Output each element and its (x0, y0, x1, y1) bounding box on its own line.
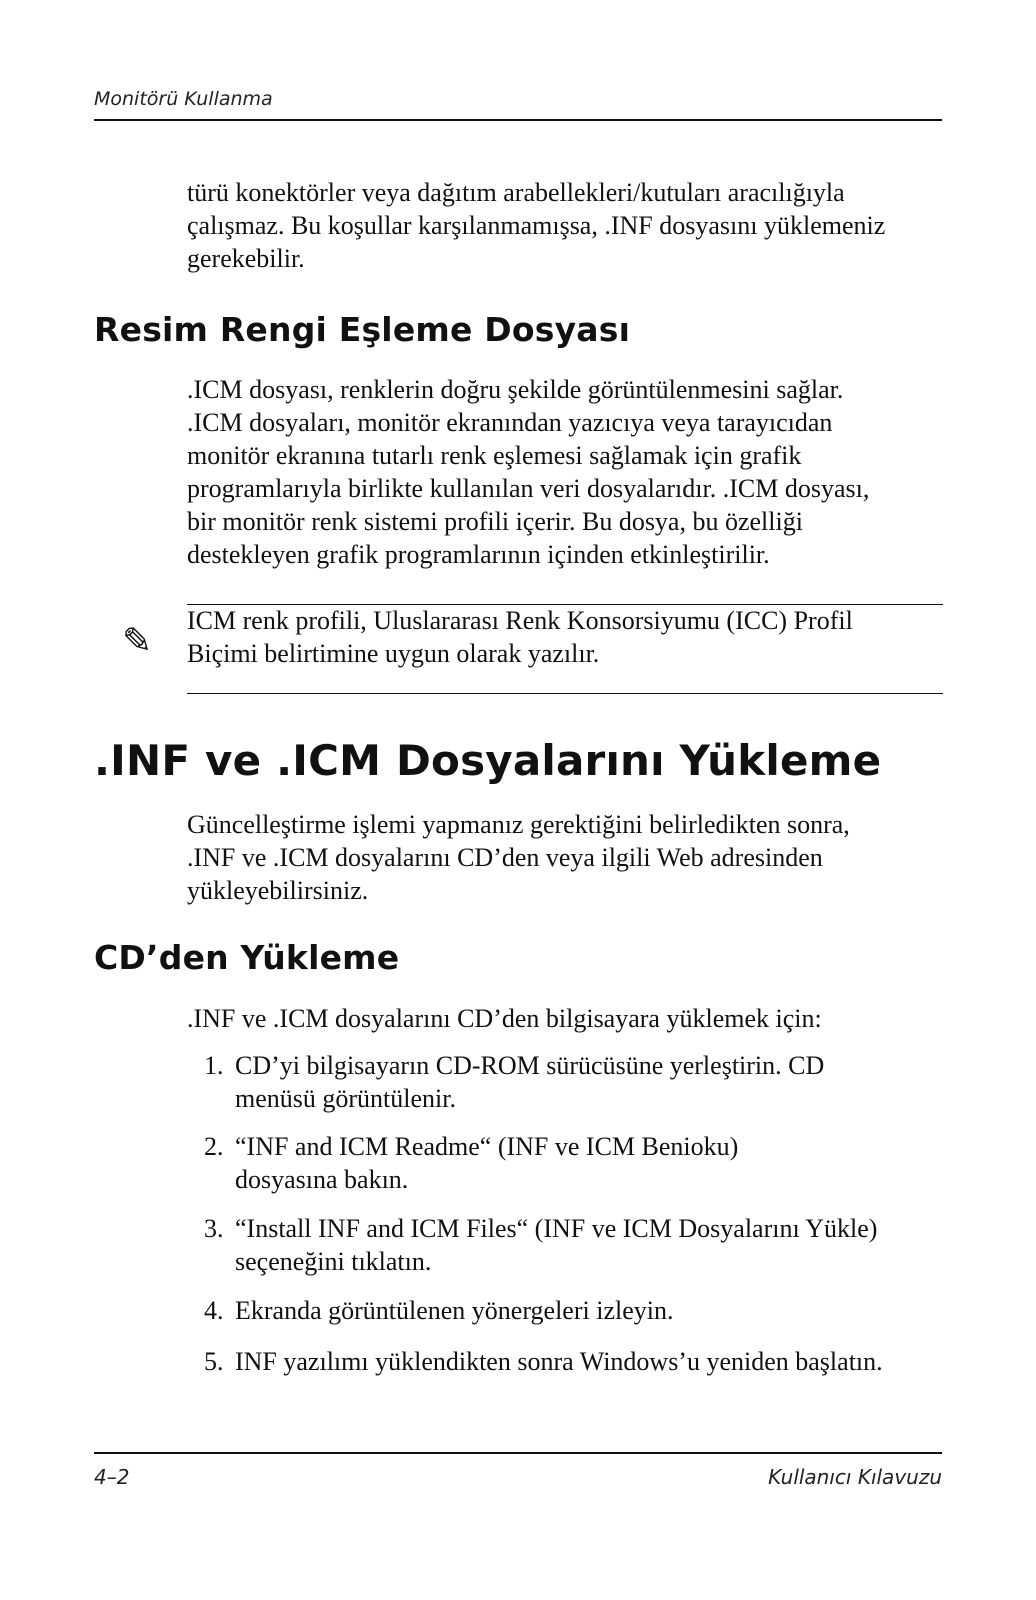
step-text-line: dosyasına bakın. (235, 1165, 409, 1194)
cd-intro (187, 1002, 943, 1035)
pencil-note-icon: ✎ (122, 621, 153, 662)
running-header: Monitörü Kullanma (94, 88, 273, 110)
list-item (204, 1345, 944, 1378)
step-text-line: CD’yi bilgisayarın CD-ROM sürücüsüne yerleştirin. CD (235, 1051, 825, 1080)
footer-rule (94, 1452, 942, 1454)
step-text-line: “INF and ICM Readme“ (INF ve ICM Benioku) (235, 1132, 739, 1161)
text-line: çalışmaz. Bu koşullar karşılanmamışsa, .INF dosyasını yüklemeniz (187, 211, 886, 240)
text-line: .INF ve .ICM dosyalarını CD’den bilgisayara yüklemek için: (187, 1004, 822, 1033)
icm-paragraph (187, 373, 943, 571)
text-line: gerekebilir. (187, 244, 305, 273)
manual-title: Kullanıcı Kılavuzu (768, 1465, 942, 1489)
section-heading-icm: Resim Rengi Eşleme Dosyası (94, 310, 631, 349)
step-text-line: Ekranda görüntülenen yönergeleri izleyin. (235, 1296, 674, 1325)
text-line: .INF ve .ICM dosyalarını CD’den veya ilgili Web adresinden (187, 843, 823, 872)
text-line: programlarıyla birlikte kullanılan veri dosyalarıdır. .ICM dosyası, (187, 474, 870, 503)
page-number: 4–2 (94, 1465, 130, 1489)
step-number: 5. (204, 1347, 224, 1376)
text-line: türü konektörler veya dağıtım arabellekleri/kutuları aracılığıyla (187, 178, 845, 207)
text-line: Güncelleştirme işlemi yapmanız gerektiğini belirledikten sonra, (187, 810, 850, 839)
install-paragraph (187, 808, 943, 907)
step-number: 1. (204, 1051, 224, 1080)
note-text (187, 604, 943, 670)
text-line: Biçimi belirtimine uygun olarak yazılır. (187, 639, 600, 668)
step-text-line: seçeneğini tıklatın. (235, 1247, 432, 1276)
list-item (204, 1294, 944, 1327)
text-line: .ICM dosyaları, monitör ekranından yazıcıya veya tarayıcıdan (187, 408, 833, 437)
step-number: 3. (204, 1214, 224, 1243)
section-heading-cd: CD’den Yükleme (94, 938, 400, 977)
list-item (204, 1130, 944, 1196)
step-text-line: “Install INF and ICM Files“ (INF ve ICM Dosyalarını Yükle) (235, 1214, 878, 1243)
text-line: monitör ekranına tutarlı renk eşlemesi sağlamak için grafik (187, 441, 802, 470)
list-item (204, 1212, 944, 1278)
step-number: 4. (204, 1296, 224, 1325)
list-item (204, 1049, 944, 1115)
step-number: 2. (204, 1132, 224, 1161)
step-text-line: menüsü görüntülenir. (235, 1084, 456, 1113)
header-rule (94, 119, 942, 121)
text-line: yükleyebilirsiniz. (187, 876, 369, 905)
text-line: .ICM dosyası, renklerin doğru şekilde görüntülenmesini sağlar. (187, 375, 844, 404)
chapter-heading-install: .INF ve .ICM Dosyalarını Yükleme (94, 736, 882, 785)
intro-paragraph (187, 176, 943, 275)
text-line: destekleyen grafik programlarının içinden etkinleştirilir. (187, 540, 770, 569)
text-line: bir monitör renk sistemi profili içerir. Bu dosya, bu özelliği (187, 507, 803, 536)
text-line: ICM renk profili, Uluslararası Renk Konsorsiyumu (ICC) Profil (187, 606, 853, 635)
note-rule-bottom (187, 693, 943, 694)
step-text-line: INF yazılımı yüklendikten sonra Windows’u yeniden başlatın. (235, 1347, 883, 1376)
